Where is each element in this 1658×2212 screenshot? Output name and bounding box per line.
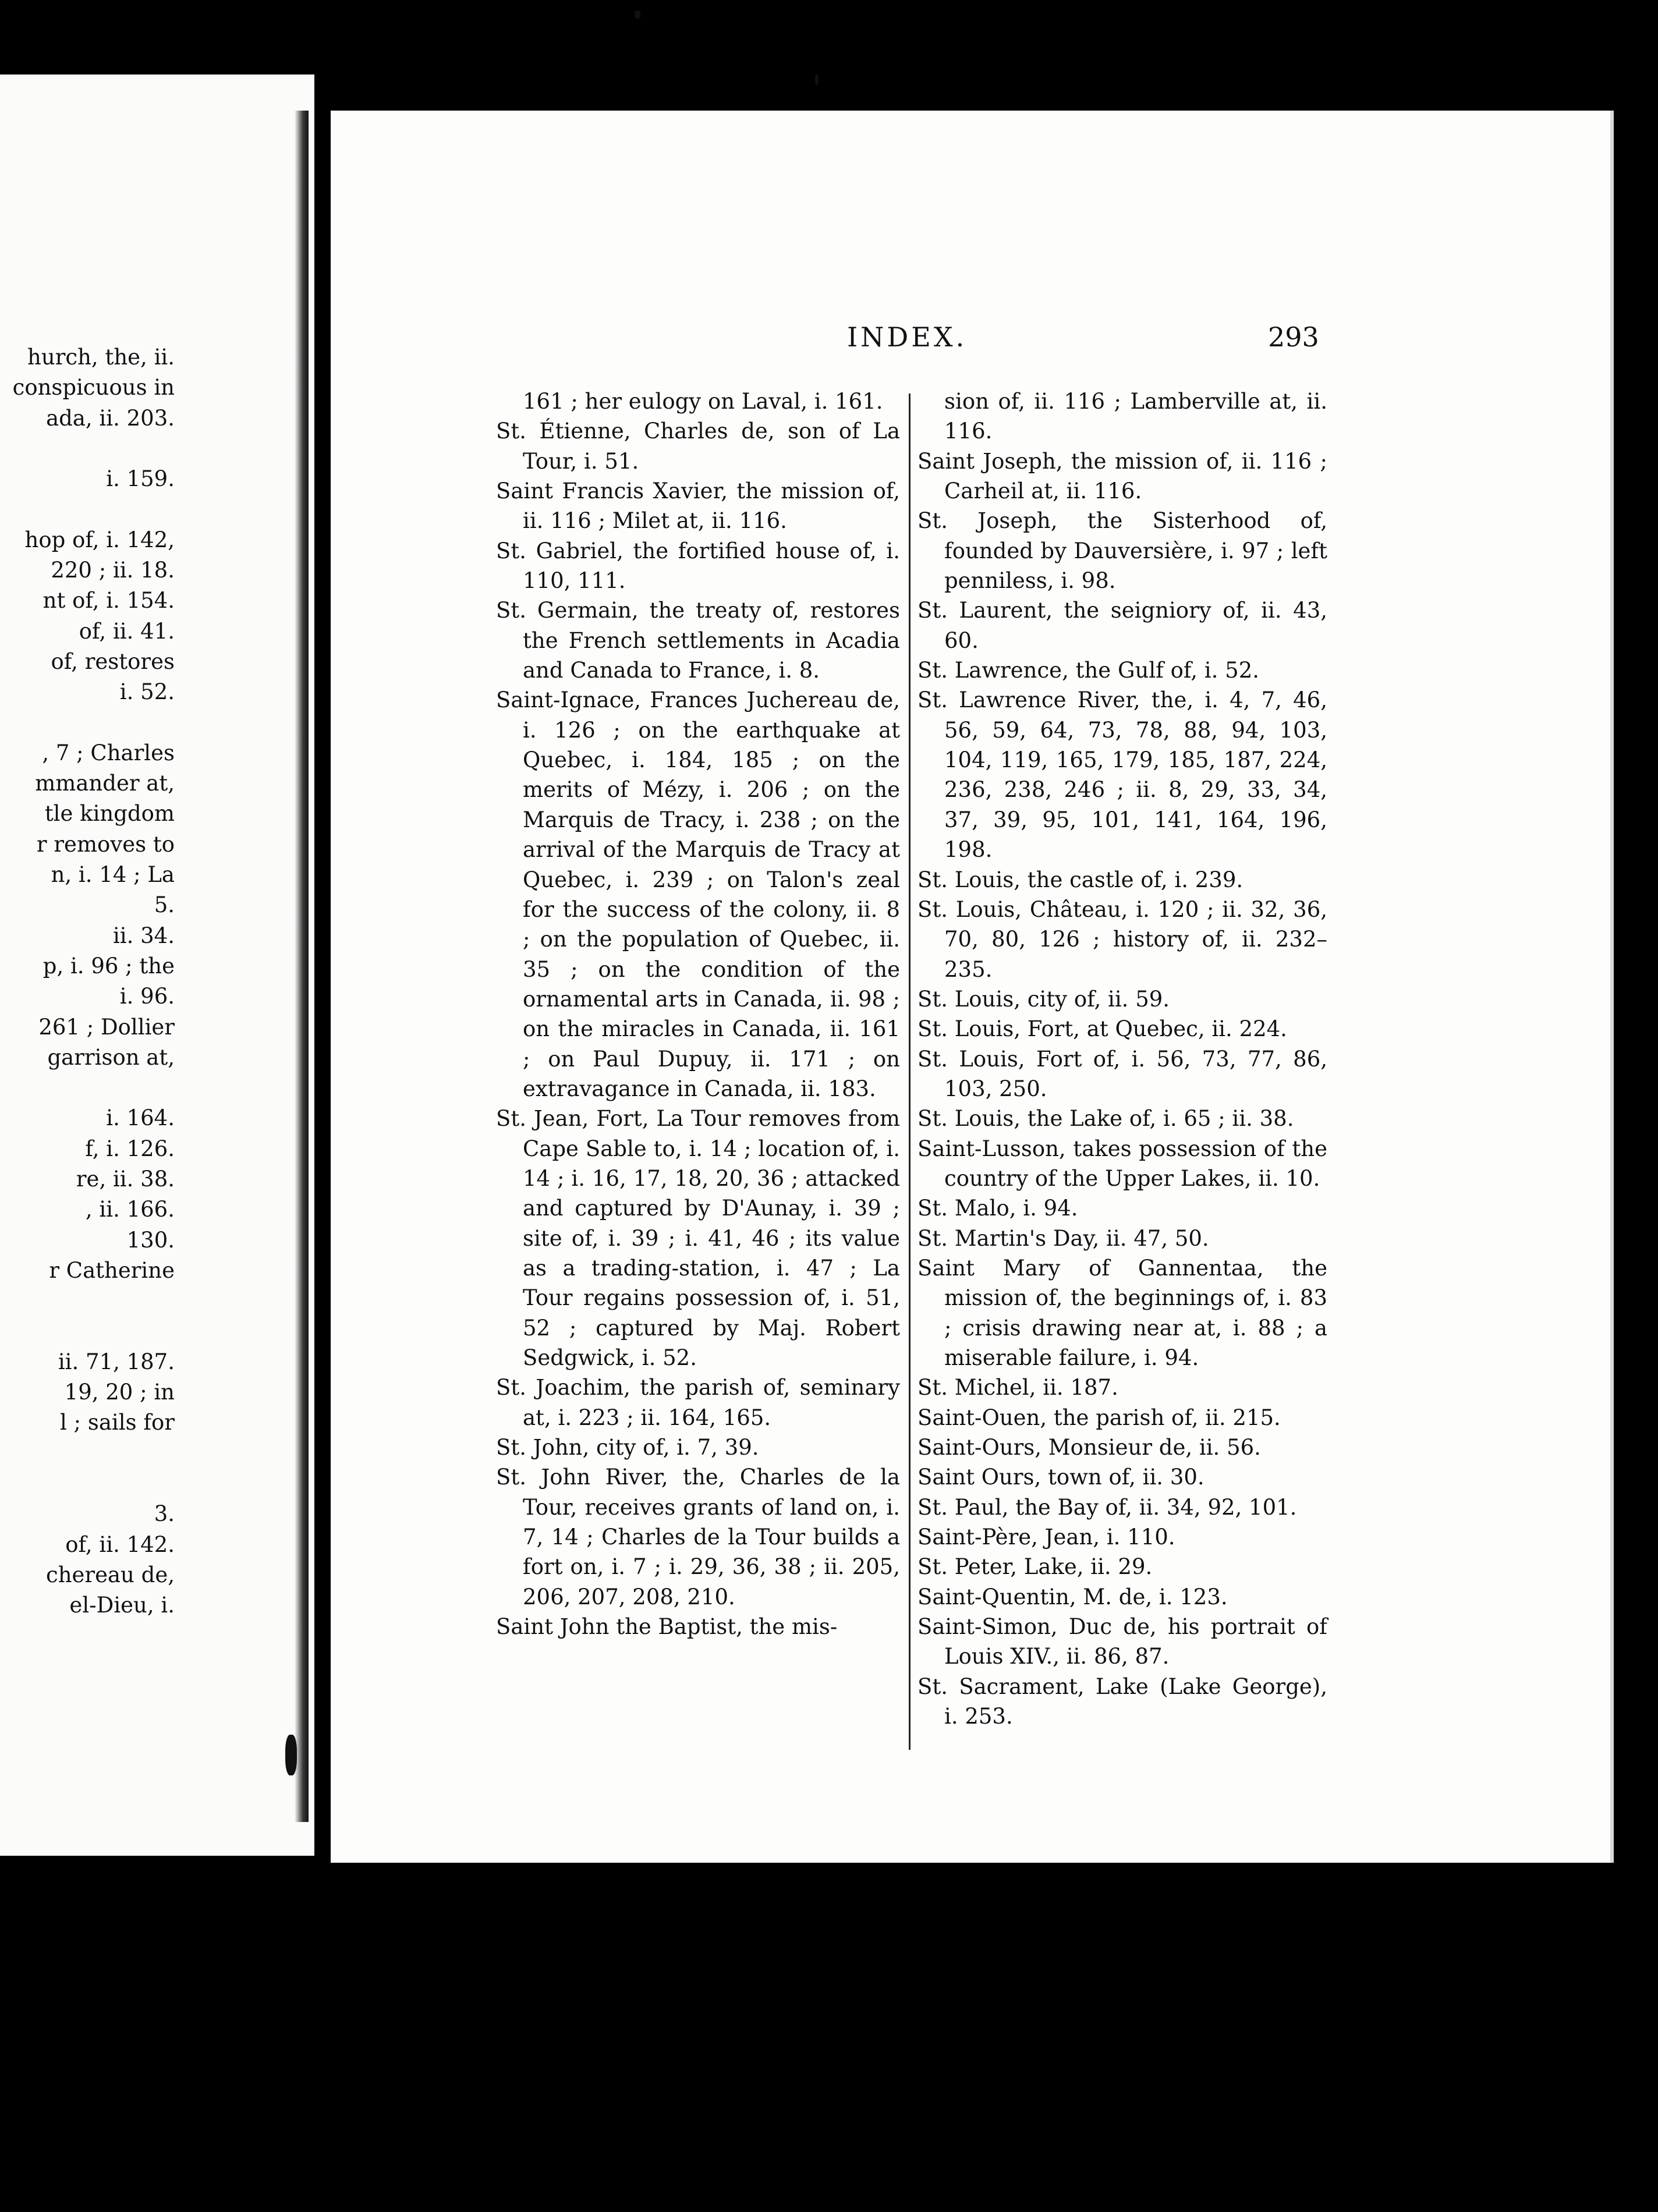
left-page-fragment-line: re, ii. 38. bbox=[76, 1167, 175, 1192]
scan-speck bbox=[815, 75, 819, 85]
left-page-fragment-line: of, restores bbox=[51, 648, 175, 674]
index-entry: Saint-Père, Jean, i. 110. bbox=[917, 1525, 1175, 1550]
left-page-fragment-line: of, ii. 142. bbox=[65, 1532, 175, 1557]
column-divider bbox=[909, 394, 911, 1750]
left-page-fragment-line: ada, ii. 203. bbox=[46, 405, 175, 431]
left-page-fragment-line: r Catherine bbox=[49, 1257, 175, 1283]
left-page-fragment-line: i. 164. bbox=[106, 1105, 175, 1131]
left-page-fragment-line: ii. 34. bbox=[112, 923, 175, 948]
left-page-fragment-line: r removes to bbox=[36, 831, 175, 857]
book-spine-shadow bbox=[295, 111, 309, 1822]
index-column-right bbox=[917, 387, 1327, 1731]
left-page-fragment-line: i. 96. bbox=[119, 984, 175, 1009]
left-page-fragment-line bbox=[0, 708, 175, 738]
left-page-fragment-line bbox=[0, 1073, 175, 1103]
index-entry: St. Peter, Lake, ii. 29. bbox=[917, 1554, 1153, 1580]
left-page-fragment-line: garrison at, bbox=[47, 1044, 175, 1070]
left-page-fragment-line: conspicuous in bbox=[12, 375, 175, 400]
index-entry: Saint John the Baptist, the mis- bbox=[496, 1614, 838, 1640]
left-page-fragment-line bbox=[0, 434, 175, 464]
left-page-fragment-line: i. 52. bbox=[119, 679, 175, 705]
index-entry: St. Laurent, the seigniory of, ii. 43, 60. bbox=[917, 598, 1327, 653]
page-number: 293 bbox=[1268, 321, 1319, 353]
left-page-fragment-line bbox=[0, 494, 175, 524]
left-page-fragment-line: 3. bbox=[154, 1501, 175, 1527]
index-entry: St. Louis, the Lake of, i. 65 ; ii. 38. bbox=[917, 1106, 1294, 1132]
left-page-fragment-line: 5. bbox=[154, 892, 175, 918]
index-entry: St. Louis, Fort, at Quebec, ii. 224. bbox=[917, 1016, 1287, 1042]
index-entry: St. John, city of, i. 7, 39. bbox=[496, 1435, 759, 1461]
index-entry: St. Louis, city of, ii. 59. bbox=[917, 986, 1170, 1012]
left-page-fragment-line: el-Dieu, i. bbox=[69, 1593, 175, 1618]
left-page-fragment-line bbox=[0, 1438, 175, 1469]
left-page-fragment-line: 220 ; ii. 18. bbox=[51, 558, 175, 583]
index-entry: St. Joachim, the parish of, seminary at, i. 223 ; ii. 164, 165. bbox=[496, 1375, 900, 1430]
index-entry: St. Lawrence, the Gulf of, i. 52. bbox=[917, 658, 1259, 683]
left-page-fragment-line bbox=[0, 1286, 175, 1316]
index-entry: St. Sacrament, Lake (Lake George), i. 253. bbox=[917, 1674, 1327, 1729]
left-page-fragment-line: chereau de, bbox=[45, 1562, 175, 1587]
left-page-fragment-line: of, ii. 41. bbox=[79, 618, 175, 644]
left-page-fragment-line: 130. bbox=[126, 1227, 175, 1253]
index-entry: St. Paul, the Bay of, ii. 34, 92, 101. bbox=[917, 1494, 1297, 1520]
index-entry: Saint-Ignace, Frances Juchereau de, i. 126 ; on the earthquake at Quebec, i. 184, 185 ; on the merits of Mézy, i. 206 ; on the Marquis de Tracy, i. 238 ; on the arrival of the Marquis de Tracy at Quebec, i. 239 ; on Talon's zeal for the success of the colony, ii. 8 ; on the population of Quebec, ii. 35 ; on the condition of the ornamental arts in Canada, ii. 98 ; on the miracles in Canada, ii. 161 ; on Paul Dupuy, ii. 171 ; on extravagance in Canada, ii. 183. bbox=[496, 687, 900, 1101]
index-entry: St. Gabriel, the fortified house of, i. 110, 111. bbox=[496, 538, 900, 594]
left-page-fragment-line: mmander at, bbox=[35, 771, 175, 796]
left-page-fragment-line: l ; sails for bbox=[60, 1410, 175, 1435]
running-head: INDEX. bbox=[847, 321, 968, 353]
left-page-fragment-line: nt of, i. 154. bbox=[42, 588, 175, 614]
left-page-fragment-line: p, i. 96 ; the bbox=[42, 953, 175, 979]
left-page-fragment-line: n, i. 14 ; La bbox=[51, 862, 175, 888]
index-entry: St. Joseph, the Sisterhood of, founded by Dauversière, i. 97 ; left penniless, i. 98. bbox=[917, 508, 1327, 594]
index-entry: Saint Francis Xavier, the mission of, ii. 116 ; Milet at, ii. 116. bbox=[496, 478, 900, 534]
left-page-fragment-line bbox=[0, 1317, 175, 1347]
index-entry: St. Martin's Day, ii. 47, 50. bbox=[917, 1225, 1209, 1251]
scan-speck bbox=[285, 1735, 297, 1775]
left-page-fragment-line: , ii. 166. bbox=[85, 1197, 175, 1222]
index-entry: Saint Ours, town of, ii. 30. bbox=[917, 1465, 1204, 1490]
index-entry: St. Germain, the treaty of, restores the French settlements in Acadia and Canada to France, i. 8. bbox=[496, 598, 900, 683]
index-entry: Saint-Ouen, the parish of, ii. 215. bbox=[917, 1405, 1281, 1430]
left-page-fragment-line: tle kingdom bbox=[44, 801, 175, 827]
left-page-fragment-line: 19, 20 ; in bbox=[64, 1380, 175, 1405]
index-entry: 161 ; her eulogy on Laval, i. 161. bbox=[523, 389, 883, 414]
index-entry: St. Jean, Fort, La Tour removes from Cape Sable to, i. 14 ; location of, i. 14 ; i. 16, 17, 18, 20, 36 ; attacked and captured by D'Aunay, i. 39 ; site of, i. 39 ; i. 41, 46 ; its value as a trading-station, i. 47 ; La Tour regains possession of, i. 51, 52 ; captured by Maj. Robert Sedgwick, i. 52. bbox=[496, 1106, 900, 1370]
index-column-left bbox=[496, 387, 900, 1642]
left-page bbox=[0, 75, 314, 1856]
left-page-fragment-line: hop of, i. 142, bbox=[24, 527, 175, 552]
left-page-fragment-line: i. 159. bbox=[106, 466, 175, 492]
index-entry: St. Lawrence River, the, i. 4, 7, 46, 56, 59, 64, 73, 78, 88, 94, 103, 104, 119, 165, 179, 185, 187, 224, 236, 238, 246 ; ii. 8, 29, 33, 34, 37, 39, 95, 101, 141, 164, 196, 198. bbox=[917, 687, 1327, 863]
scan-speck bbox=[635, 10, 640, 19]
left-page-fragment-line: f, i. 126. bbox=[85, 1136, 175, 1161]
left-page-fragment-line: 261 ; Dollier bbox=[38, 1014, 175, 1040]
index-entry: Saint-Quentin, M. de, i. 123. bbox=[917, 1584, 1228, 1610]
index-entry: Saint-Ours, Monsieur de, ii. 56. bbox=[917, 1435, 1261, 1461]
left-page-text-fragments bbox=[0, 342, 175, 1621]
index-entry: St. Étienne, Charles de, son of La Tour, i. 51. bbox=[496, 419, 900, 474]
index-entry: St. Louis, the castle of, i. 239. bbox=[917, 867, 1244, 892]
index-entry: Saint-Lusson, takes possession of the country of the Upper Lakes, ii. 10. bbox=[917, 1136, 1327, 1191]
left-page-fragment-line: ii. 71, 187. bbox=[58, 1349, 175, 1374]
index-entry: sion of, ii. 116 ; Lamberville at, ii. 116. bbox=[944, 389, 1327, 444]
left-page-fragment-line: , 7 ; Charles bbox=[42, 740, 175, 765]
index-entry: St. Louis, Fort of, i. 56, 73, 77, 86, 103, 250. bbox=[917, 1046, 1327, 1101]
index-entry: St. Michel, ii. 187. bbox=[917, 1375, 1118, 1401]
index-entry: St. Malo, i. 94. bbox=[917, 1196, 1078, 1221]
index-entry: St. Louis, Château, i. 120 ; ii. 32, 36, 70, 80, 126 ; history of, ii. 232–235. bbox=[917, 896, 1327, 982]
left-page-fragment-line: hurch, the, ii. bbox=[27, 345, 175, 370]
index-entry: Saint Mary of Gannentaa, the mission of, the beginnings of, i. 83 ; crisis drawing near at, i. 88 ; a miserable failure, i. 94. bbox=[917, 1255, 1327, 1370]
index-entry: Saint-Simon, Duc de, his portrait of Louis XIV., ii. 86, 87. bbox=[917, 1614, 1327, 1669]
index-entry: Saint Joseph, the mission of, ii. 116 ; Carheil at, ii. 116. bbox=[917, 448, 1327, 504]
index-entry: St. John River, the, Charles de la Tour, receives grants of land on, i. 7, 14 ; Charles de la Tour builds a fort on, i. 7 ; i. 29, 36, 38 ; ii. 205, 206, 207, 208, 210. bbox=[496, 1465, 900, 1610]
left-page-fragment-line bbox=[0, 1469, 175, 1499]
